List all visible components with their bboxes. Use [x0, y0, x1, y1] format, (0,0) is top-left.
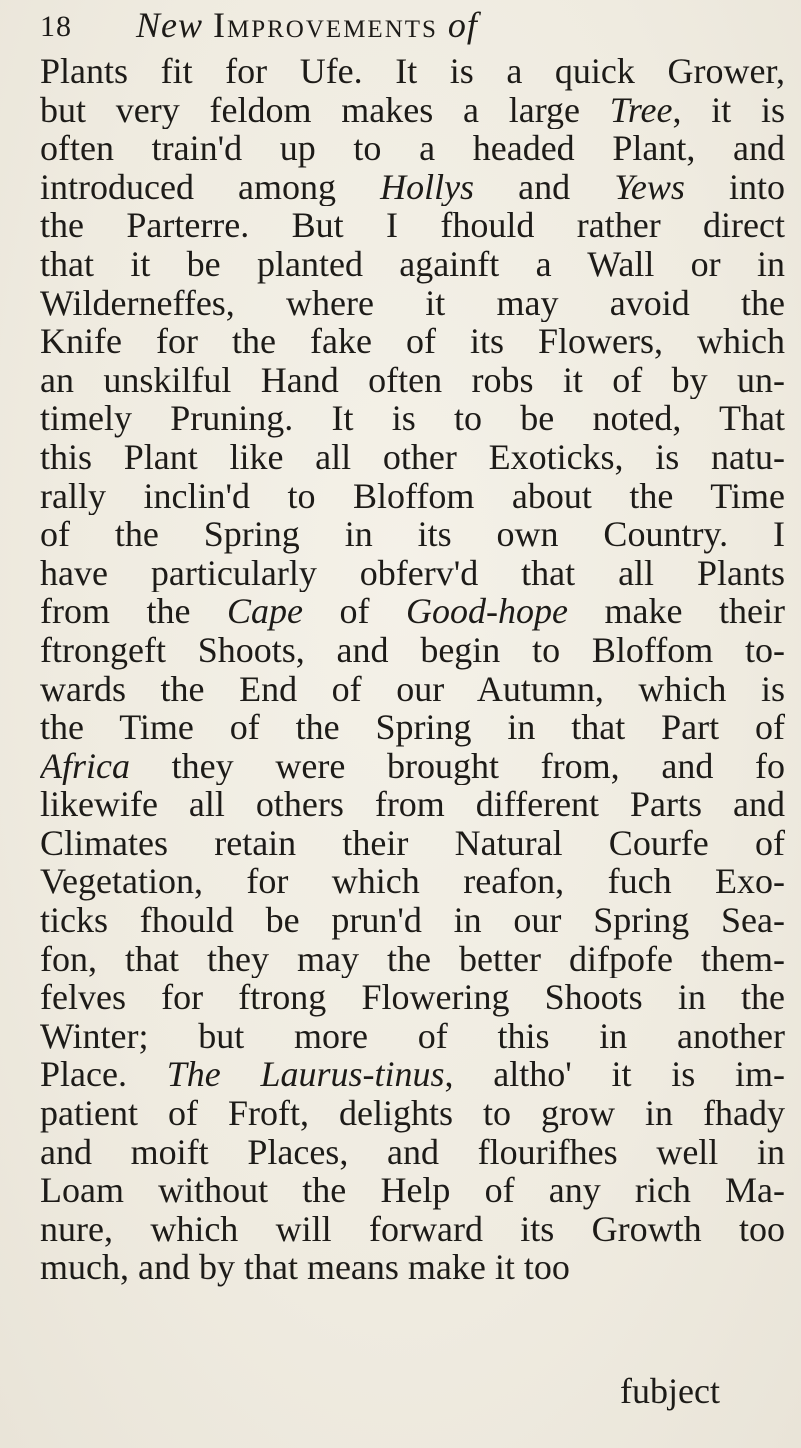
text-line [40, 708, 785, 747]
text-span: they were brought from, and fo [129, 746, 785, 786]
text-line [40, 129, 785, 168]
text-line [40, 901, 785, 940]
text-line [40, 631, 785, 670]
text-line [40, 1094, 785, 1133]
text-span: into [684, 167, 785, 207]
text-span: ticks fhould be prun'd in our Spring Sea- [40, 901, 785, 940]
text-line [40, 1055, 785, 1094]
italic-span: Good-hope [406, 592, 569, 631]
text-span: and moift Places, and flourifhes well in [40, 1132, 785, 1172]
running-title [136, 4, 478, 46]
text-line [40, 52, 785, 91]
text-span: the Time of the Spring in that Part of [40, 708, 785, 747]
text-span: , altho' it is im- [444, 1055, 785, 1095]
text-span: felves for ftrong Flowering Shoots in the [40, 978, 785, 1017]
running-title-new: New [136, 5, 204, 45]
text-span: , it is [672, 90, 785, 130]
text-span: have particularly obferv'd that all Plants [40, 553, 785, 593]
text-span: Knife for the fake of its Flowers, which [40, 322, 785, 361]
italic-span: Africa [40, 746, 130, 786]
text-line [40, 940, 785, 979]
text-line [40, 1210, 785, 1249]
text-span: ftrongeft Shoots, and begin to Bloffom to- [40, 630, 785, 670]
italic-span: Yews [614, 167, 685, 207]
text-span: Loam without the Help of any rich Ma- [40, 1171, 785, 1210]
text-span: of the Spring in its own Country. I [40, 515, 785, 554]
text-span: rally inclin'd to Bloffom about the Time [40, 476, 785, 516]
text-span: much, and by that means make it too [40, 1248, 570, 1287]
running-header [40, 2, 780, 58]
text-span: the Parterre. But I fhould rather direct [40, 206, 785, 245]
text-span: Vegetation, for which reafon, fuch Exo- [40, 862, 785, 902]
text-span: make their [568, 592, 785, 631]
running-title-of: of [447, 5, 478, 45]
text-line [40, 245, 785, 284]
text-line [40, 592, 785, 631]
text-span: nure, which will forward its Growth too [40, 1209, 785, 1249]
text-span: Winter; but more of this in another [40, 1016, 785, 1056]
text-line [40, 785, 785, 824]
catchword: fubject [620, 1371, 720, 1411]
text-span: introduced among [40, 167, 381, 207]
text-line [40, 978, 785, 1017]
text-line [40, 515, 785, 554]
text-line [40, 91, 785, 130]
text-span: Climates retain their Natural Courfe of [40, 823, 785, 863]
italic-span: Cape [227, 592, 304, 631]
text-line [40, 206, 785, 245]
text-line [40, 361, 785, 400]
text-line [40, 670, 785, 709]
text-span: but very feldom makes a large [40, 90, 610, 130]
italic-span: Hollys [380, 167, 475, 207]
running-title-improvements: Improvements [213, 5, 438, 45]
text-line [40, 399, 785, 438]
text-line [40, 438, 785, 477]
text-span: timely Pruning. It is to be noted, That [40, 399, 785, 438]
text-span: of [303, 592, 407, 631]
italic-span: The Laurus-tinus [166, 1055, 445, 1095]
body-text [40, 52, 785, 1287]
text-line [40, 1017, 785, 1056]
text-span: fon, that they may the better difpofe them- [40, 939, 785, 979]
text-line [40, 322, 785, 361]
text-line [40, 862, 785, 901]
text-span: Place. [40, 1055, 167, 1095]
text-span: that it be planted againft a Wall or in [40, 244, 785, 284]
text-line [40, 284, 785, 323]
text-span: and [474, 167, 615, 207]
italic-span: Tree [609, 90, 673, 130]
text-line [40, 824, 785, 863]
text-span: often train'd up to a headed Plant, and [40, 129, 785, 168]
text-span: Wilderneffes, where it may avoid the [40, 283, 785, 323]
text-line [40, 747, 785, 786]
text-span: patient of Froft, delights to grow in fhady [40, 1094, 785, 1133]
text-span: from the [40, 592, 228, 631]
text-span: an unskilful Hand often robs it of by un- [40, 360, 785, 400]
text-line [40, 1133, 785, 1172]
text-span: this Plant like all other Exoticks, is natu- [40, 437, 785, 477]
text-span: likewife all others from different Parts and [40, 785, 785, 824]
page-number: 18 [40, 10, 72, 43]
text-span: Plants fit for Ufe. It is a quick Grower, [40, 52, 785, 91]
text-line [40, 168, 785, 207]
text-line [40, 1248, 785, 1287]
text-line [40, 1171, 785, 1210]
text-line [40, 477, 785, 516]
text-line [40, 554, 785, 593]
text-span: wards the End of our Autumn, which is [40, 669, 785, 709]
